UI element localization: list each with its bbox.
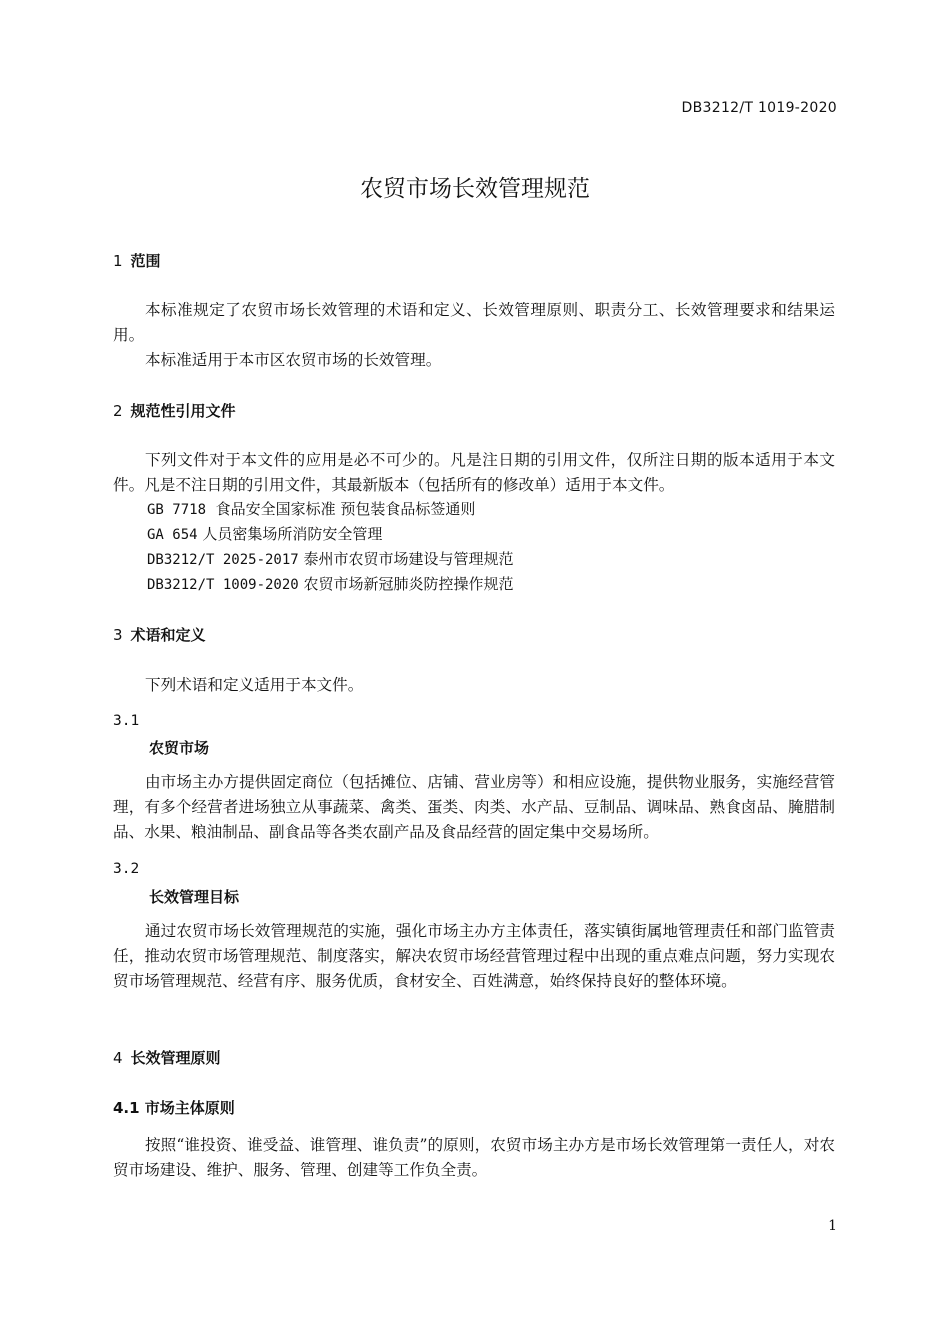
reference-title: 人员密集场所消防安全管理 (202, 525, 383, 543)
paragraph: 按照“谁投资、谁受益、谁管理、谁负责”的原则，农贸市场主办方是市场长效管理第一责任人，对农贸市场建设、维护、服务、管理、创建等工作负全责。 (113, 1136, 835, 1179)
section-number: 2 (113, 402, 123, 420)
subsection-heading: 4.1 市场主体原则 (113, 1099, 235, 1117)
reference-code: GB 7718 (147, 502, 207, 518)
term-definition: 由市场主办方提供固定商位（包括摊位、店铺、营业房等）和相应设施，提供物业服务，实施经营管理，有多个经营者进场独立从事蔬菜、禽类、蛋类、肉类、水产品、豆制品、调味品、熟食卤品、腌腊制品、水果、粮油制品、副食品等各类农副产品及食品经营的固定集中交易场所。 (113, 773, 835, 841)
paragraph: 本标准适用于本市区农贸市场的长效管理。 (145, 351, 442, 369)
reference-item (147, 498, 475, 519)
document-number: DB3212/T 1019-2020 (681, 100, 837, 116)
section-4-heading (113, 1047, 221, 1068)
section-title: 范围 (130, 252, 161, 270)
term-definition: 通过农贸市场长效管理规范的实施，强化市场主办方主体责任，落实镇街属地管理责任和部门监管责任，推动农贸市场管理规范、制度落实，解决农贸市场经营管理过程中出现的重点难点问题，努力实现农贸市场管理规范、经营有序、服务优质，食材安全、百姓满意，始终保持良好的整体环境。 (113, 922, 835, 990)
section-number: 4 (113, 1049, 123, 1067)
reference-item (147, 548, 514, 569)
reference-code: DB3212/T 1009-2020 (147, 577, 299, 593)
section-title: 规范性引用文件 (130, 402, 236, 420)
paragraph: 本标准规定了农贸市场长效管理的术语和定义、长效管理原则、职责分工、长效管理要求和结果运用。 (113, 301, 835, 344)
reference-code: DB3212/T 2025-2017 (147, 552, 299, 568)
paragraph: 下列文件对于本文件的应用是必不可少的。凡是注日期的引用文件，仅所注日期的版本适用于本文件。凡是不注日期的引用文件，其最新版本（包括所有的修改单）适用于本文件。 (113, 451, 835, 494)
reference-title: 农贸市场新冠肺炎防控操作规范 (303, 575, 514, 593)
section-2-heading (113, 400, 236, 421)
section-number: 3 (113, 626, 123, 644)
section-number: 1 (113, 252, 123, 270)
term-number: 3.1 (113, 713, 140, 729)
reference-title: 泰州市农贸市场建设与管理规范 (303, 550, 514, 568)
page-number: 1 (828, 1218, 837, 1234)
reference-item (147, 523, 382, 544)
reference-code: GA 654 (147, 527, 198, 543)
section-title: 术语和定义 (130, 626, 206, 644)
term-heading: 农贸市场 (149, 739, 210, 757)
section-1-heading (113, 250, 161, 271)
paragraph: 下列术语和定义适用于本文件。 (145, 676, 364, 694)
section-3-heading (113, 624, 206, 645)
term-heading: 长效管理目标 (149, 888, 240, 906)
section-title: 长效管理原则 (130, 1049, 221, 1067)
document-title: 农贸市场长效管理规范 (360, 176, 590, 202)
reference-item (147, 573, 514, 594)
term-number: 3.2 (113, 861, 140, 877)
reference-title: 食品安全国家标准 预包装食品标签通则 (215, 500, 476, 518)
